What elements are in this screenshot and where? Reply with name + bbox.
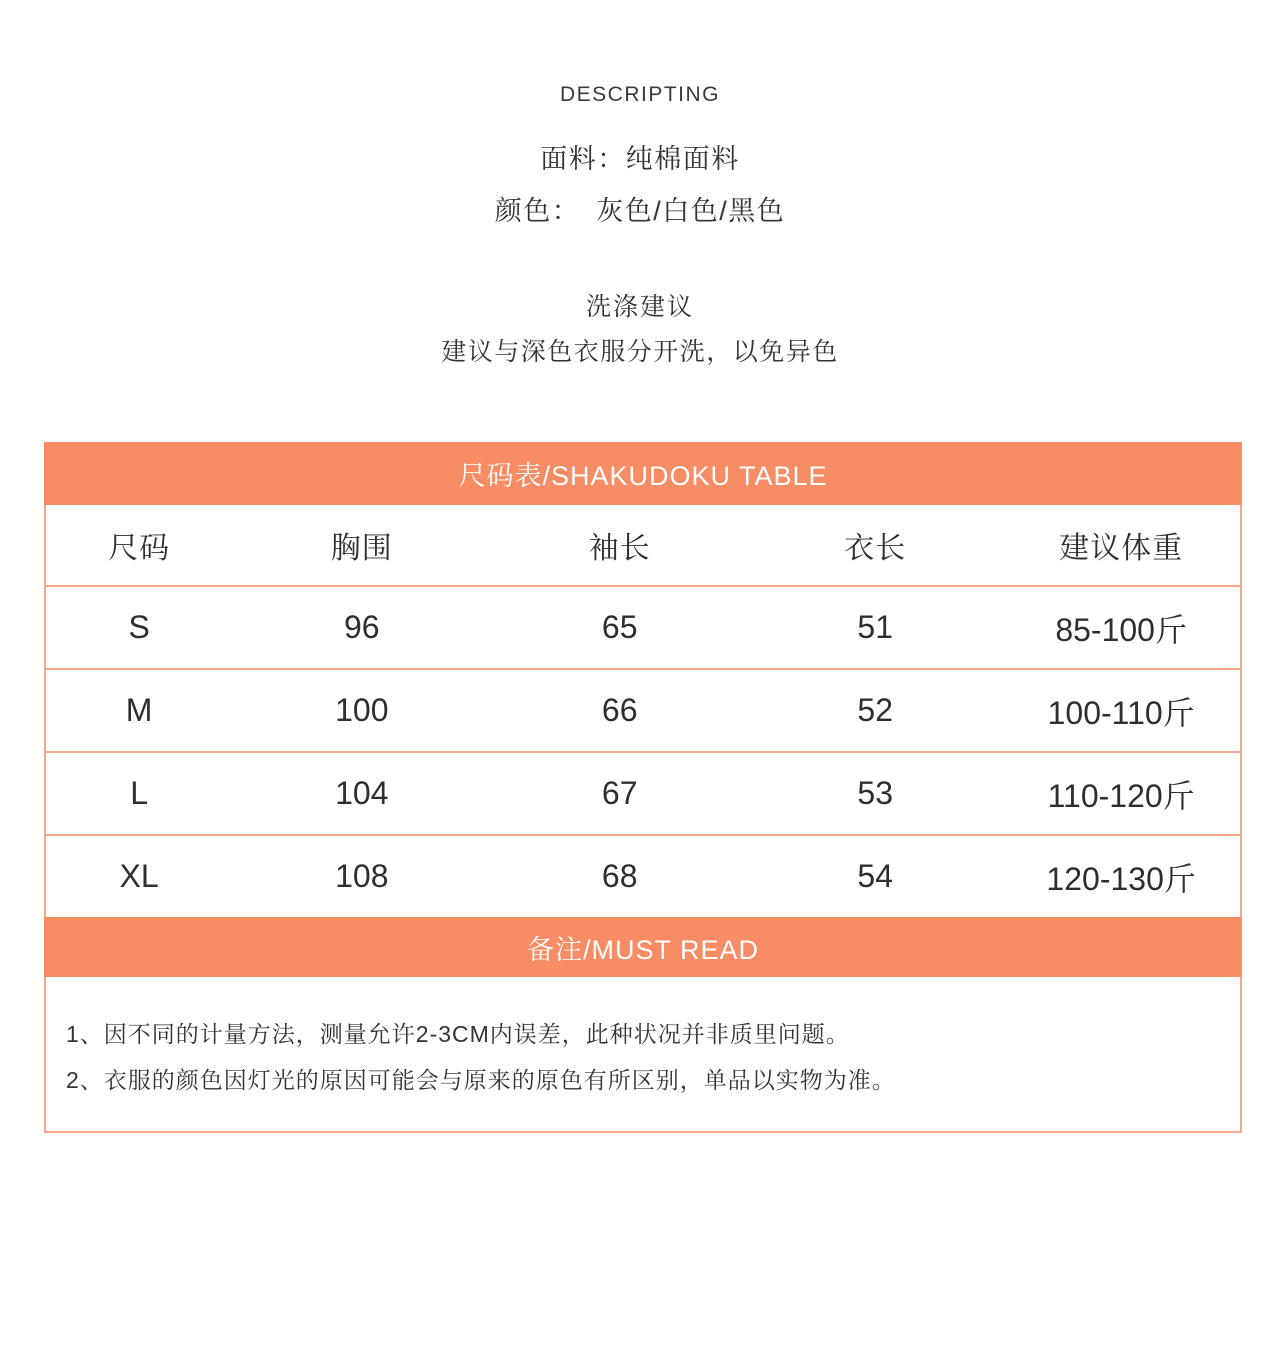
fabric-label: 面料： bbox=[540, 144, 626, 174]
column-header-chest: 胸围 bbox=[330, 532, 393, 565]
column-header-weight: 建议体重 bbox=[1059, 532, 1184, 565]
size-table-body bbox=[44, 505, 1242, 917]
size-table-banner: 尺码表/SHAKUDOKU TABLE bbox=[44, 442, 1242, 505]
washing-advice-title: 洗涤建议 bbox=[585, 293, 694, 321]
table-row bbox=[46, 585, 1240, 668]
size-table-card bbox=[44, 442, 1242, 1133]
weight-cell: 120-130斤 bbox=[1046, 860, 1196, 897]
table-row bbox=[46, 834, 1240, 917]
sleeve-cell: 67 bbox=[601, 775, 638, 811]
chest-cell: 104 bbox=[335, 775, 389, 811]
length-cell: 52 bbox=[857, 692, 893, 728]
sleeve-cell: 66 bbox=[601, 692, 638, 728]
chest-cell: 100 bbox=[335, 692, 389, 728]
length-cell: 51 bbox=[857, 609, 893, 645]
size-cell: M bbox=[125, 692, 153, 728]
chest-cell: 108 bbox=[335, 858, 389, 894]
color-line bbox=[0, 197, 1280, 225]
fabric-value: 纯棉面料 bbox=[625, 144, 740, 174]
sleeve-cell: 68 bbox=[601, 858, 638, 894]
size-cell: XL bbox=[119, 858, 159, 894]
sleeve-cell: 65 bbox=[601, 609, 638, 645]
weight-cell: 110-120斤 bbox=[1047, 777, 1195, 814]
note-item: 1、因不同的计量方法，测量允许2-3CM内误差，此种状况并非质里问题。 bbox=[66, 1021, 850, 1047]
table-row bbox=[46, 668, 1240, 751]
notes-box bbox=[44, 977, 1242, 1133]
weight-cell: 85-100斤 bbox=[1055, 611, 1187, 648]
length-cell: 54 bbox=[857, 858, 893, 894]
notes-banner: 备注/MUST READ bbox=[44, 917, 1242, 977]
weight-cell: 100-110斤 bbox=[1047, 694, 1195, 731]
length-cell: 53 bbox=[857, 775, 893, 811]
column-header-size: 尺码 bbox=[108, 532, 171, 565]
size-cell: L bbox=[130, 775, 149, 811]
column-header-sleeve: 袖长 bbox=[588, 532, 651, 565]
washing-advice-tip: 建议与深色衣服分开洗，以免异色 bbox=[441, 338, 839, 366]
color-label: 颜色： bbox=[494, 196, 581, 226]
table-row bbox=[46, 751, 1240, 834]
size-cell: S bbox=[128, 609, 150, 645]
product-description-section bbox=[0, 85, 1280, 365]
section-heading: DESCRIPTING bbox=[559, 83, 720, 106]
column-header-length: 衣长 bbox=[844, 532, 907, 565]
chest-cell: 96 bbox=[344, 609, 380, 645]
note-item: 2、衣服的颜色因灯光的原因可能会与原来的原色有所区别，单品以实物为准。 bbox=[66, 1067, 896, 1093]
table-header-row bbox=[46, 505, 1240, 585]
color-value: 灰色/白色/黑色 bbox=[596, 196, 786, 226]
fabric-line bbox=[0, 145, 1280, 173]
